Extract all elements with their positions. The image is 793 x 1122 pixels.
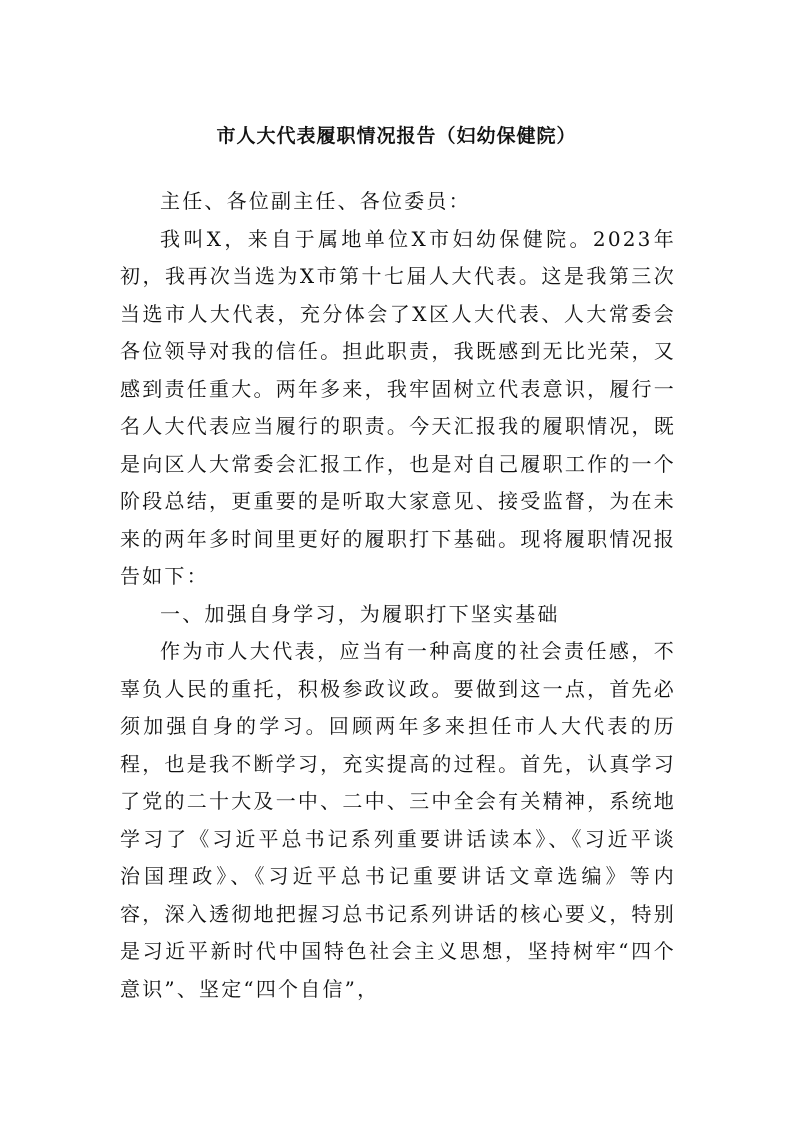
document-body <box>120 183 676 1008</box>
introduction-paragraph: 我叫X，来自于属地单位X市妇幼保健院。2023年初，我再次当选为X市第十七届人大代表。这是我第三次当选市人大代表，充分体会了X区人大代表、人大常委会各位领导对我的信任。担此职责，我既感到无比光荣，又感到责任重大。两年多来，我牢固树立代表意识，履行一名人大代表应当履行的职责。今天汇报我的履职情况，既是向区人大常委会汇报工作，也是对自己履职工作的一个阶段总结，更重要的是听取大家意见、接受监督，为在未来的两年多时间里更好的履职打下基础。现将履职情况报告如下： <box>120 226 676 588</box>
salutation-paragraph: 主任、各位副主任、各位委员： <box>160 189 471 213</box>
study-paragraph: 作为市人大代表，应当有一种高度的社会责任感，不辜负人民的重托，积极参政议政。要做到这一点，首先必须加强自身的学习。回顾两年多来担任市人大代表的历程，也是我不断学习，充实提高的过程。首先，认真学习了党的二十大及一中、二中、三中全会有关精神，系统地学习了《习近平总书记系列重要讲话读本》、《习近平谈治国理政》、《习近平总书记重要讲话文章选编》等内容，深入透彻地把握习总书记系列讲话的核心要义，特别是习近平新时代中国特色社会主义思想，坚持树牢“四个意识”、坚定“四个自信”， <box>120 639 676 1001</box>
section-heading: 一、加强自身学习，为履职打下坚实基础 <box>160 601 560 626</box>
document-title: 市人大代表履职情况报告（妇幼保健院） <box>216 125 577 147</box>
